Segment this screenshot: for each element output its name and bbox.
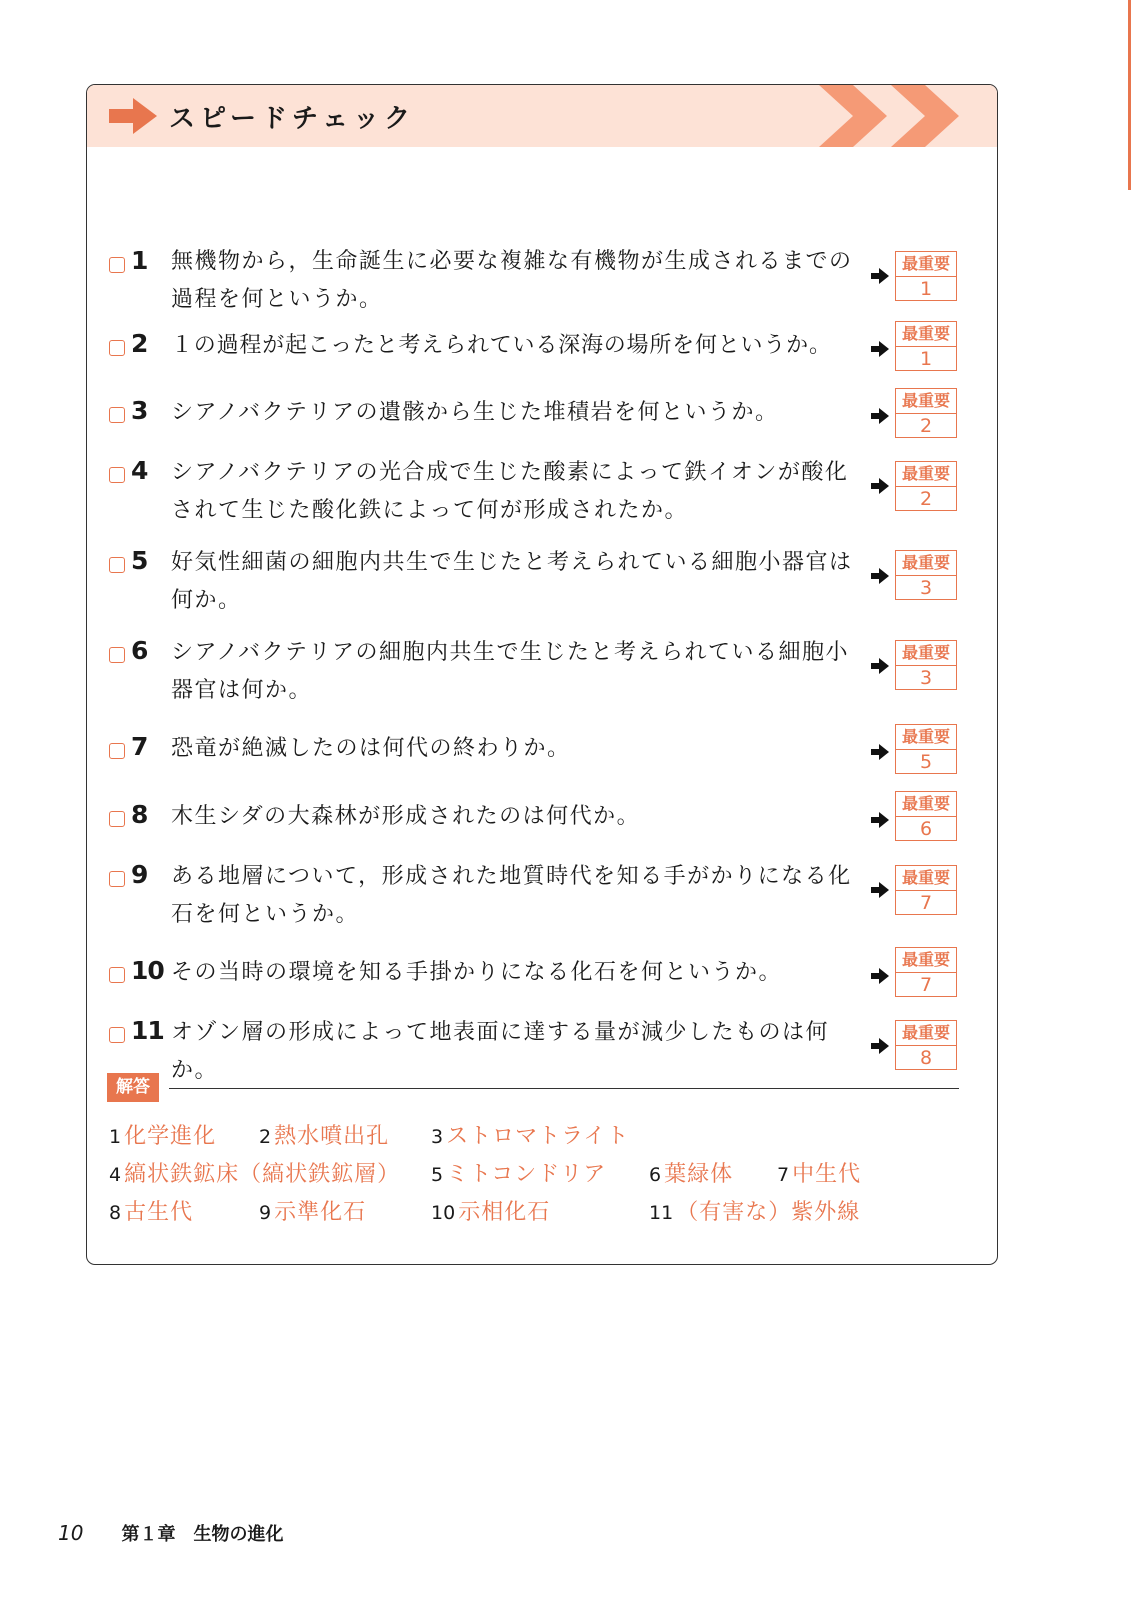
question-text: 無機物から，生命誕生に必要な複雑な有機物が生成されるまでの過程を何というか。 (171, 249, 853, 312)
reference-label: 最重要 (896, 1021, 956, 1046)
reference-number: 7 (919, 892, 933, 914)
reference-label: 最重要 (896, 866, 956, 891)
question-number: 7 (131, 732, 148, 761)
arrow-right-icon (871, 1038, 889, 1054)
answer-text: 熱水噴出孔 (274, 1124, 390, 1149)
answer-number: 2 (259, 1126, 272, 1148)
answer-item (431, 1157, 606, 1188)
answer-item (109, 1157, 400, 1188)
question-number: 2 (131, 329, 148, 358)
answer-item (649, 1157, 733, 1188)
answer-text: 化学進化 (124, 1124, 217, 1149)
question-text: ある地層について，形成された地質時代を知る手がかりになる化石を何というか。 (171, 864, 852, 927)
arrow-right-icon (871, 882, 889, 898)
page-number: 10 (58, 1521, 84, 1545)
answer-number: 3 (431, 1126, 444, 1148)
reference-number: 8 (919, 1047, 933, 1069)
arrow-right-icon (871, 478, 889, 494)
arrow-right-icon (871, 568, 889, 584)
answer-item (259, 1195, 366, 1226)
reference-label: 最重要 (896, 252, 956, 277)
checkbox[interactable] (109, 407, 125, 423)
reference-label: 最重要 (896, 551, 956, 576)
checkbox[interactable] (109, 743, 125, 759)
answer-text: 中生代 (792, 1162, 862, 1187)
answer-text: ストロマトライト (446, 1124, 630, 1149)
checkbox[interactable] (109, 647, 125, 663)
answers-divider (169, 1088, 959, 1089)
question-text: 木生シダの大森林が形成されたのは何代か。 (171, 804, 641, 829)
checkbox[interactable] (109, 1027, 125, 1043)
checkbox[interactable] (109, 467, 125, 483)
reference-badge (895, 1020, 957, 1070)
question-number: 10 (131, 956, 164, 985)
question-number: 9 (131, 860, 148, 889)
answer-item (431, 1195, 550, 1226)
arrow-right-icon (871, 812, 889, 828)
answer-text: 示準化石 (274, 1200, 367, 1225)
question-text: １の過程が起こったと考えられている深海の場所を何というか。 (171, 333, 832, 358)
checkbox[interactable] (109, 257, 125, 273)
reference-label: 最重要 (896, 641, 956, 666)
reference-label: 最重要 (896, 389, 956, 414)
question-number: 11 (131, 1016, 164, 1045)
answer-text: 古生代 (124, 1200, 194, 1225)
reference-number: 1 (919, 348, 933, 370)
arrow-right-icon (871, 658, 889, 674)
reference-number: 5 (919, 751, 933, 773)
answer-number: 10 (431, 1202, 456, 1224)
answer-item (109, 1119, 216, 1150)
answer-number: 8 (109, 1202, 122, 1224)
reference-badge (895, 724, 957, 774)
chevron-decoration-icon (819, 85, 969, 147)
panel-header (87, 85, 997, 147)
answer-number: 6 (649, 1164, 662, 1186)
answers-label: 解答 (107, 1073, 159, 1102)
reference-badge (895, 791, 957, 841)
reference-label: 最重要 (896, 792, 956, 817)
reference-label: 最重要 (896, 725, 956, 750)
checkbox[interactable] (109, 557, 125, 573)
answer-item (777, 1157, 861, 1188)
reference-badge (895, 461, 957, 511)
question-text: 好気性細菌の細胞内共生で生じたと考えられている細胞小器官は何か。 (171, 550, 853, 613)
reference-badge (895, 388, 957, 438)
question-number: 1 (131, 246, 148, 275)
question-number: 3 (131, 396, 148, 425)
question-text: シアノバクテリアの細胞内共生で生じたと考えられている細胞小器官は何か。 (171, 640, 849, 703)
reference-label: 最重要 (896, 322, 956, 347)
question-text: その当時の環境を知る手掛かりになる化石を何というか。 (171, 960, 783, 985)
reference-number: 6 (919, 818, 933, 840)
checkbox[interactable] (109, 340, 125, 356)
right-arrow-icon (109, 98, 159, 134)
answer-number: 7 (777, 1164, 790, 1186)
answers-heading (107, 1073, 979, 1103)
answer-text: （有害な）紫外線 (676, 1200, 861, 1225)
reference-number: 1 (919, 278, 933, 300)
answer-item (431, 1119, 629, 1150)
reference-number: 3 (919, 577, 933, 599)
answer-number: 1 (109, 1126, 122, 1148)
arrow-right-icon (871, 744, 889, 760)
answer-number: 11 (649, 1202, 674, 1224)
reference-badge (895, 640, 957, 690)
arrow-right-icon (871, 408, 889, 424)
panel-title: スピードチェック (169, 104, 416, 134)
arrow-right-icon (871, 268, 889, 284)
answer-number: 5 (431, 1164, 444, 1186)
answer-text: ミトコンドリア (446, 1162, 607, 1187)
question-text: 恐竜が絶滅したのは何代の終わりか。 (171, 736, 571, 761)
question-number: 8 (131, 800, 148, 829)
answer-number: 9 (259, 1202, 272, 1224)
arrow-right-icon (871, 968, 889, 984)
question-text: シアノバクテリアの光合成で生じた酸素によって鉄イオンが酸化されて生じた酸化鉄によって何が形成されたか。 (171, 460, 849, 523)
question-text: シアノバクテリアの遺骸から生じた堆積岩を何というか。 (171, 400, 779, 425)
reference-badge (895, 865, 957, 915)
speed-check-panel (86, 84, 998, 1265)
reference-label: 最重要 (896, 948, 956, 973)
reference-badge (895, 550, 957, 600)
answer-item (649, 1195, 860, 1226)
reference-number: 7 (919, 974, 933, 996)
checkbox[interactable] (109, 871, 125, 887)
question-number: 4 (131, 456, 148, 485)
question-number: 5 (131, 546, 148, 575)
question-text: オゾン層の形成によって地表面に達する量が減少したものは何か。 (171, 1020, 830, 1083)
checkbox[interactable] (109, 811, 125, 827)
question-number: 6 (131, 636, 148, 665)
reference-label: 最重要 (896, 462, 956, 487)
answer-item (109, 1195, 193, 1226)
reference-badge (895, 251, 957, 301)
reference-badge (895, 321, 957, 371)
reference-number: 2 (919, 488, 933, 510)
answer-item (259, 1119, 389, 1150)
reference-number: 3 (919, 667, 933, 689)
reference-number: 2 (919, 415, 933, 437)
answer-text: 葉緑体 (664, 1162, 734, 1187)
reference-badge (895, 947, 957, 997)
checkbox[interactable] (109, 967, 125, 983)
answer-text: 縞状鉄鉱床（縞状鉄鉱層） (124, 1162, 401, 1187)
page-footer (58, 1520, 284, 1546)
arrow-right-icon (871, 341, 889, 357)
chapter-title: 第１章 生物の進化 (121, 1524, 284, 1545)
answer-text: 示相化石 (458, 1200, 551, 1225)
answer-number: 4 (109, 1164, 122, 1186)
